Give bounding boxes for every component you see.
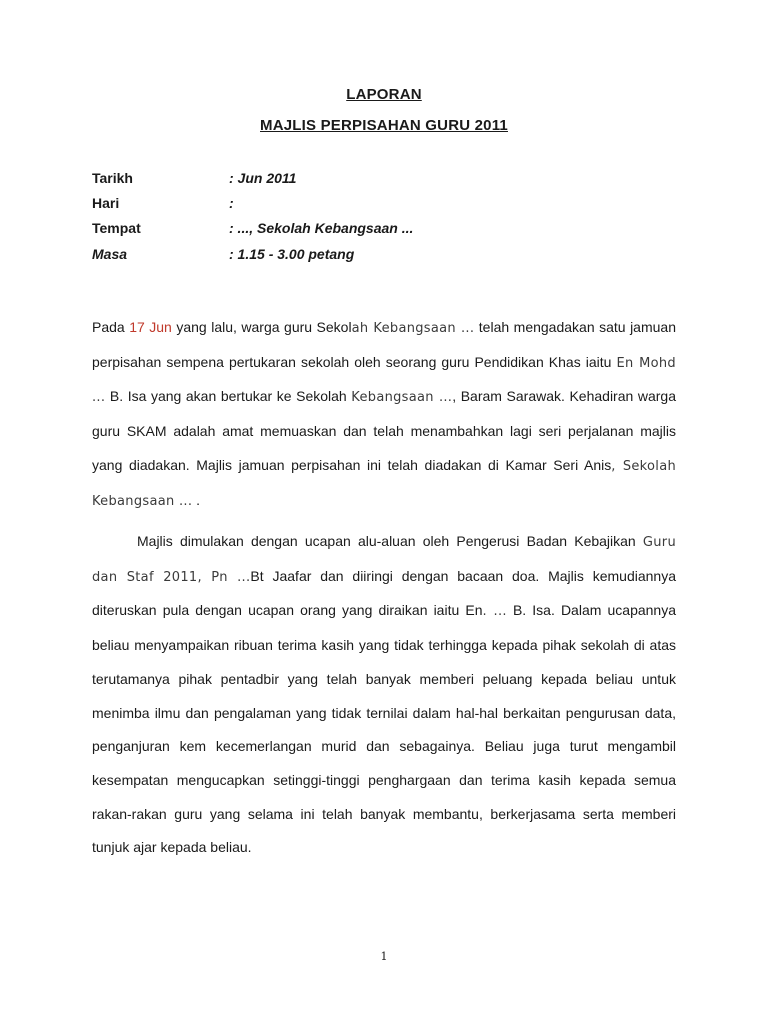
meta-value-date: : Jun 2011 [229,170,297,186]
meta-label-time: Masa [92,246,128,262]
p1-text: B. Isa yang akan bertukar ke Sekolah [105,388,352,405]
p2-text: Majlis dimulakan dengan ucapan alu-aluan oleh Pengerusi Badan Kebajikan [137,533,643,549]
p1-text: , Baram Sarawak. Kehadiran warga guru SKAM adalah amat memuaskan dan telah menambahkan lagi seri perjalanan majlis yang diadakan. Majlis jamuan perpisahan ini telah diadakan di Kamar Seri Anis [92,388,676,473]
meta-label-place: Tempat [92,220,141,236]
page-number: 1 [380,950,388,963]
school-name-redacted: Kebangsaan ... [351,390,453,406]
p1-text: telah mengadakan satu jamuan perpisahan sempena pertukaran sekolah oleh seorang guru Pendidikan Khas iaitu [92,319,676,370]
meta-row-place [92,220,692,240]
teacher-name-redacted: En Mohd ... [92,355,676,406]
p2-text: Bt Jaafar dan diiringi dengan bacaan doa. Majlis kemudiannya diteruskan pula dengan ucapan orang yang diraikan iaitu En [92,567,676,619]
meta-row-date [92,170,692,190]
p2-text: B. Isa. Dalam ucapannya beliau menyampaikan ribuan terima kasih yang tidak terhingga kepada pihak sekolah di atas terutamanya pihak pentadbir yang telah banyak memberi peluang kepada beliau untuk menimba ilmu dan pengalaman yang tidak ternilai dalam hal-hal berkaitan pengurusan data, penganjuran kem kecemerlangan murid dan sebagainya. Beliau juga turut mengambil kesempatan mengucapkan setinggi-tinggi penghargaan dan terima kasih kepada semua rakan-rakan guru yang selama ini telah banyak membantu, berkerjasama serta memberi tunjuk ajar kepada beliau. [92,602,676,856]
paragraph-1 [92,311,676,518]
meta-label-day: Hari [92,195,120,211]
meta-value-time: : 1.15 - 3.00 petang [229,246,355,262]
report-subtitle: MAJLIS PERPISAHAN GURU 2011 [260,117,508,134]
meta-label-date: Tarikh [92,170,133,186]
meta-row-day [92,195,692,215]
meta-row-time [92,246,692,266]
meta-value-place: : ..., Sekolah Kebangsaan ... [229,220,414,236]
school-name-redacted: , Sekolah Kebangsaan ... [92,458,677,509]
teacher-name-redacted: . ... [482,604,507,620]
report-title: LAPORAN [346,86,422,103]
p1-text: Pada [92,319,130,335]
p1-text: yang lalu, warga guru Sekol [171,319,352,335]
event-date-highlight: 17 Jun [129,319,172,335]
chairperson-name-redacted: Guru dan Staf 2011, Pn ... [92,535,676,585]
paragraph-2 [92,525,676,865]
p1-text: . [192,491,201,508]
school-name-redacted: ah Kebangsaan ... [351,321,475,336]
meta-value-day: : [229,195,234,211]
